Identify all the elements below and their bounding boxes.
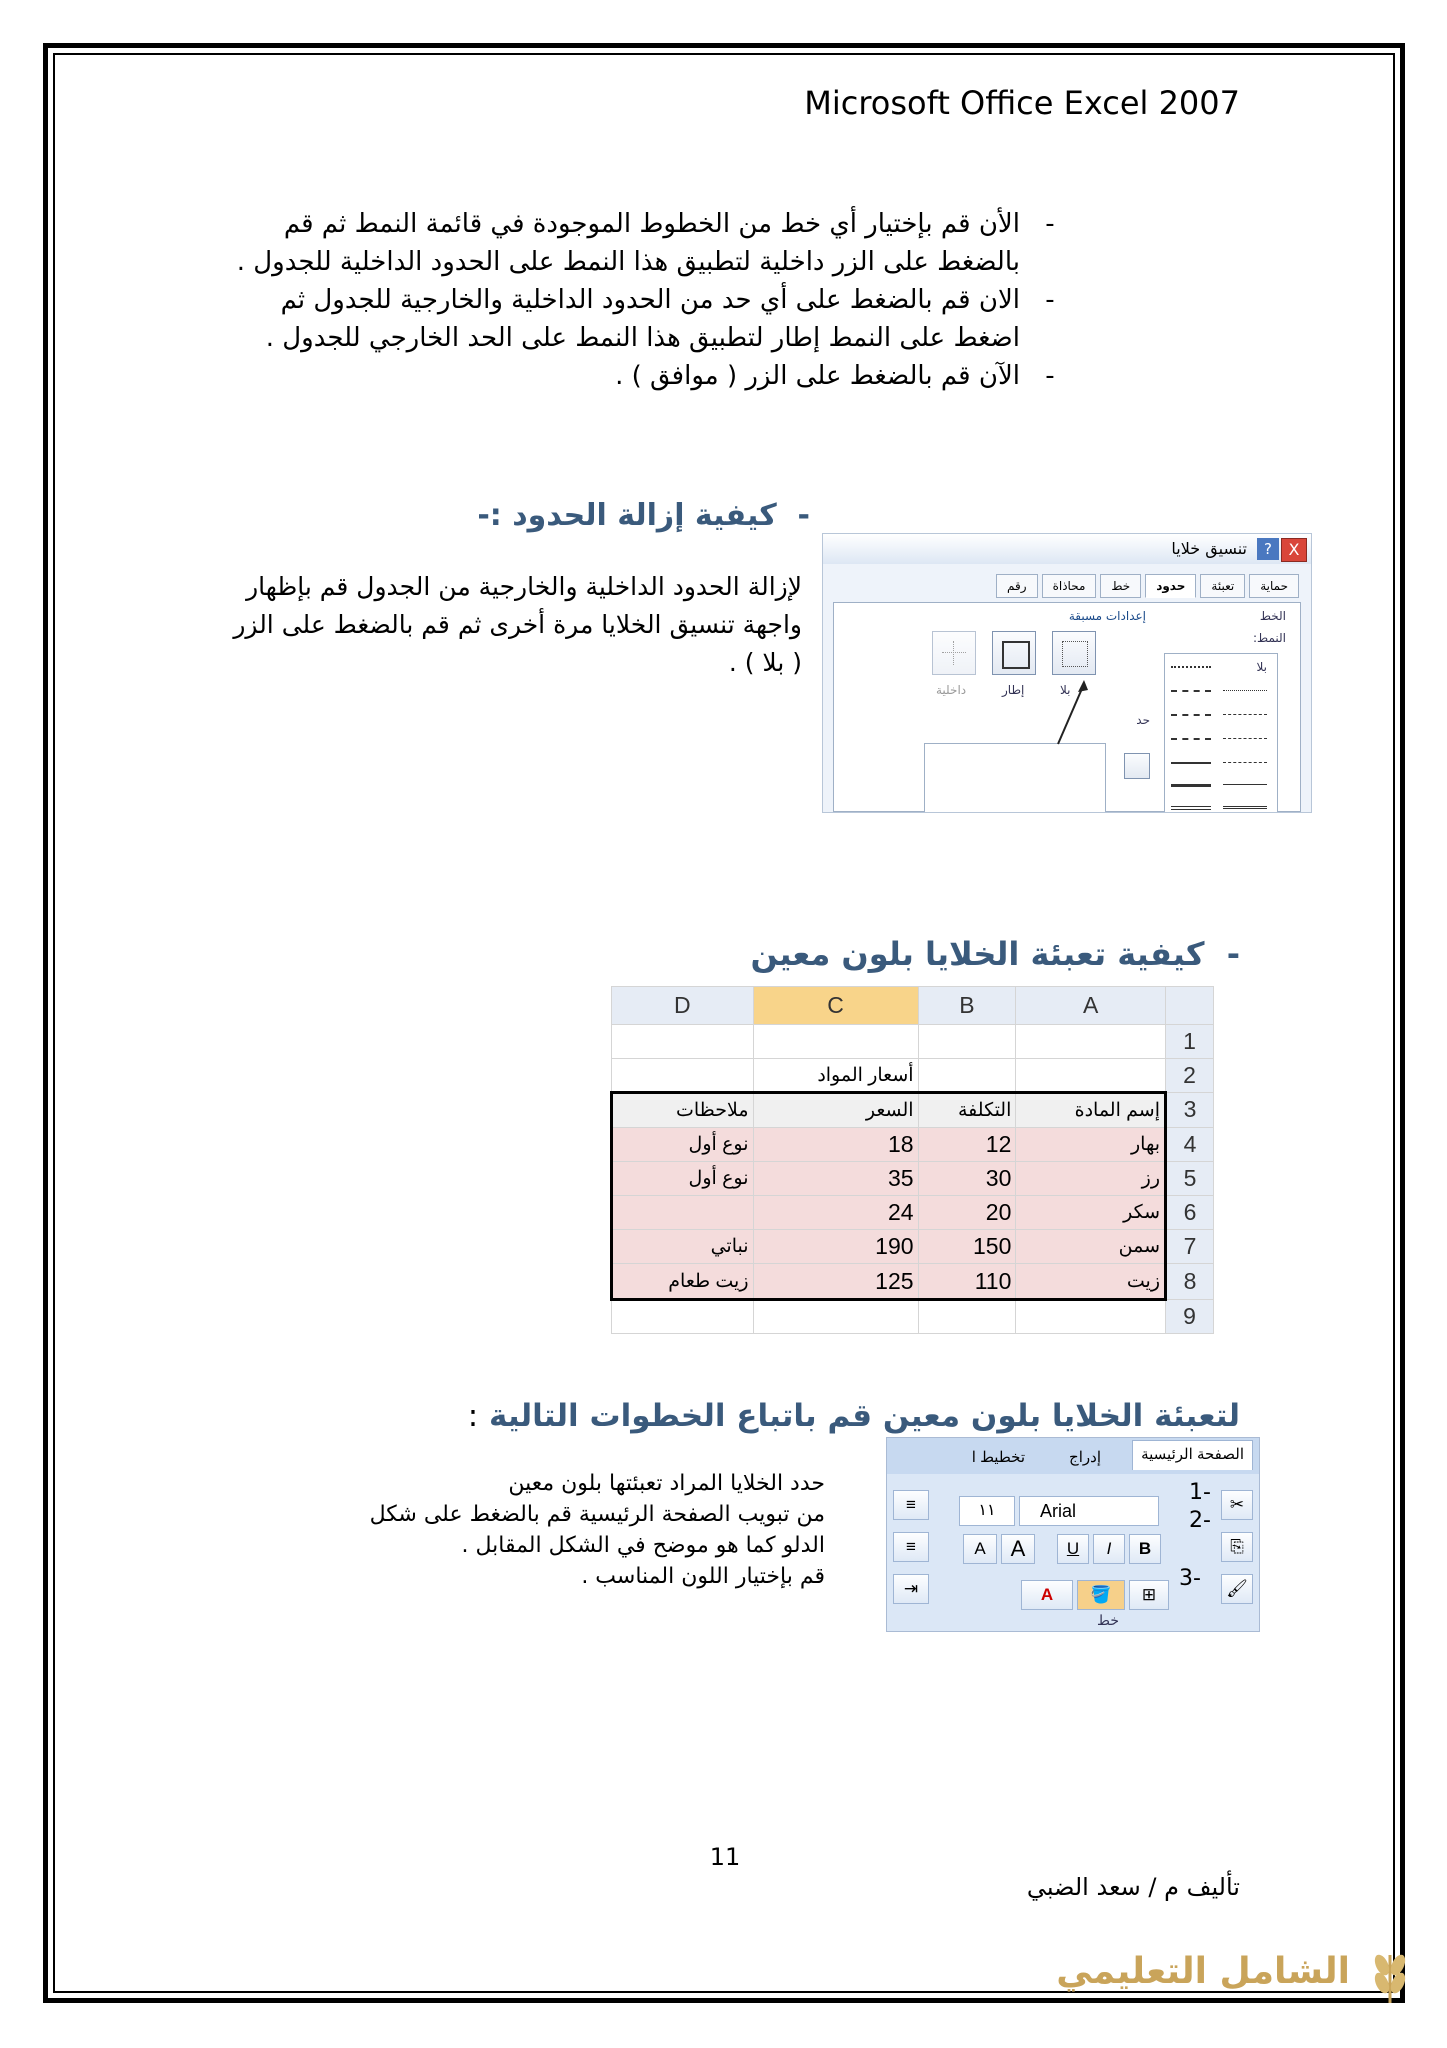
line-group-label: الخط [1259,609,1286,623]
font-group-label: خط [1097,1612,1119,1628]
dialog-title: تنسيق خلايا [1171,539,1247,558]
cell[interactable]: سكر [1016,1195,1166,1229]
list-item-text: الأن قم بإختيار أي خط من الخطوط الموجودة في قائمة النمط ثم قم بالضغط على الزر داخلية لتطبيق هذا النمط على الحدود الداخلية للجدول . [236,209,1020,277]
heading-text: كيفية تعبئة الخلايا بلون معين [750,935,1205,973]
row-header[interactable]: 1 [1166,1025,1214,1059]
cell[interactable]: إسم المادة [1016,1093,1166,1127]
cell[interactable] [918,1059,1016,1093]
fill-cells-heading [640,935,1240,973]
cell[interactable] [753,1025,918,1059]
line-style[interactable] [1171,738,1211,740]
cell[interactable]: زيت [1016,1264,1166,1299]
cell[interactable]: ملاحظات [612,1093,754,1127]
list-item-text: الان قم بالضغط على أي حد من الحدود الداخلية والخارجية للجدول ثم اضغط على النمط إطار لتطبيق هذا النمط على الحد الخارجي للجدول . [265,285,1020,353]
shrink-font-button[interactable]: A [1001,1534,1035,1564]
remove-borders-heading [300,498,810,533]
cell[interactable] [918,1299,1016,1333]
border-preview[interactable] [924,743,1106,813]
preset-inside-button[interactable] [932,631,976,675]
cell[interactable]: زيت طعام [612,1264,754,1299]
heading-marker: - [797,498,810,533]
cell[interactable]: 150 [918,1230,1016,1264]
copy-icon[interactable]: ⎘ [1221,1532,1253,1562]
heading-text: لتعبئة الخلايا بلون معين قم باتباع الخطوات التالية [489,1398,1240,1434]
publisher-logo [1040,1945,1430,2005]
font-size-select[interactable]: ١١ [959,1496,1015,1526]
border-button[interactable] [1124,753,1150,779]
cell[interactable]: 18 [753,1127,918,1161]
close-button[interactable]: X [1281,538,1307,562]
tab-border[interactable]: حدود [1145,574,1196,598]
cell[interactable]: 125 [753,1264,918,1299]
font-family-select[interactable]: Arial [1019,1496,1159,1526]
cell[interactable]: نوع أول [612,1161,754,1195]
outline-icon [1002,641,1030,669]
remove-borders-text: لإزالة الحدود الداخلية والخارجية من الجدول قم بإظهار واجهة تنسيق الخلايا مرة أخرى ثم قم بالضغط على الزر ( بلا ) . [233,572,802,677]
preset-outline-label: إطار [1002,683,1025,697]
cell[interactable]: 24 [753,1195,918,1229]
row-header[interactable]: 8 [1166,1264,1214,1299]
row-header[interactable]: 2 [1166,1059,1214,1093]
cell[interactable] [918,1025,1016,1059]
row-header[interactable]: 5 [1166,1161,1214,1195]
cell[interactable]: 190 [753,1230,918,1264]
cell[interactable]: 35 [753,1161,918,1195]
column-header-b[interactable]: B [918,987,1016,1025]
line-style[interactable] [1171,714,1211,716]
column-header-a[interactable]: A [1016,987,1166,1025]
line-style[interactable] [1223,690,1267,691]
spreadsheet [610,986,1214,1334]
step-line: من تبويب الصفحة الرئيسية قم بالضغط على شكل [369,1502,825,1527]
preset-none-button[interactable] [1052,631,1096,675]
step-number: 1- [1189,1480,1211,1505]
line-style-none: بلا [1256,660,1267,674]
line-style[interactable] [1171,784,1211,787]
borders-button[interactable]: ⊞ [1129,1580,1169,1610]
format-cells-dialog [822,533,1312,813]
line-style[interactable] [1171,666,1211,668]
page-header: Microsoft Office Excel 2007 [804,84,1240,122]
tab-insert[interactable]: إدراج [1069,1449,1101,1466]
step-line: حدد الخلايا المراد تعبئتها بلون معين [508,1471,825,1496]
line-style[interactable] [1223,762,1267,763]
row-header[interactable]: 3 [1166,1093,1214,1127]
underline-button[interactable]: U [1057,1534,1089,1564]
dialog-body [833,602,1301,812]
presets-label: إعدادات مسبقة [1068,609,1146,623]
logo-text: الشامل التعليمي [1056,1951,1350,1992]
heading-colon: : [467,1398,479,1434]
preset-none-label: بلا [1060,683,1071,697]
cell[interactable] [1016,1299,1166,1333]
step-line: قم بإختيار اللون المناسب . [581,1564,825,1589]
line-style-list[interactable] [1164,653,1278,813]
dialog-tabs [996,574,1299,598]
align-icon[interactable]: ≡ [893,1532,929,1562]
cell[interactable] [612,1025,754,1059]
page-number: 11 [709,1843,741,1871]
line-style[interactable] [1223,806,1267,809]
cell[interactable] [1016,1059,1166,1093]
tab-number[interactable]: رقم [996,574,1038,598]
bold-button[interactable]: B [1129,1534,1161,1564]
preset-outline-button[interactable] [992,631,1036,675]
wheat-icon [1360,1945,1420,2005]
cell[interactable]: أسعار المواد [753,1059,918,1093]
tab-protection[interactable]: حماية [1249,574,1299,598]
author-credit: تأليف م / سعد الضبي [1026,1873,1240,1901]
cell[interactable] [612,1059,754,1093]
cell[interactable] [612,1195,754,1229]
format-painter-icon[interactable]: 🖌 [1221,1574,1253,1604]
line-style[interactable] [1171,762,1211,764]
preset-inside-label: داخلية [936,683,967,697]
cell[interactable] [612,1299,754,1333]
step-number: 3- [1179,1566,1201,1591]
sheet-grid [610,986,1214,1334]
select-all-corner[interactable] [1166,987,1214,1025]
list-item [200,357,1080,395]
heading-text: كيفية إزالة الحدود :- [477,498,777,533]
grow-font-button[interactable]: A [963,1534,997,1564]
cell[interactable]: رز [1016,1161,1166,1195]
line-style[interactable] [1171,690,1211,692]
style-label: النمط: [1253,631,1286,645]
cell[interactable]: نباتي [612,1230,754,1264]
tab-font[interactable]: خط [1100,574,1141,598]
tab-fill[interactable]: تعبئة [1200,574,1245,598]
cell[interactable]: نوع أول [612,1127,754,1161]
cell[interactable]: سمن [1016,1230,1166,1264]
arrow-icon [1054,678,1094,748]
line-style[interactable] [1223,714,1267,715]
font-color-button[interactable]: A [1021,1580,1073,1610]
indent-icon[interactable]: ⇥ [893,1574,929,1604]
steps-text [250,1468,825,1592]
paint-bucket-icon: 🪣 [1090,1585,1112,1604]
column-header-d[interactable]: D [612,987,754,1025]
list-item [200,281,1080,357]
excel-ribbon [886,1437,1260,1632]
step-line: الدلو كما هو موضح في الشكل المقابل . [461,1533,825,1558]
steps-heading [380,1398,1240,1434]
cell[interactable]: التكلفة [918,1093,1016,1127]
cell[interactable]: 12 [918,1127,1016,1161]
row-header[interactable]: 9 [1166,1299,1214,1333]
bullet-marker: - [1045,209,1055,239]
tab-page-layout[interactable]: تخطيط ا [971,1449,1025,1466]
heading-marker: - [1226,935,1240,973]
inside-icon [942,652,966,653]
ribbon-tabs [887,1438,1259,1474]
bullet-marker: - [1045,285,1055,315]
cell[interactable] [1016,1025,1166,1059]
list-item [200,205,1080,281]
row-header[interactable]: 4 [1166,1127,1214,1161]
fill-color-button[interactable] [1077,1580,1125,1610]
tab-alignment[interactable]: محاذاة [1042,574,1097,598]
border-label: حد [1136,713,1150,727]
step-number: 2- [1189,1508,1211,1533]
tab-home[interactable]: الصفحة الرئيسية [1132,1440,1253,1470]
cut-icon[interactable]: ✂ [1221,1490,1253,1520]
cell[interactable] [753,1299,918,1333]
cell[interactable]: 110 [918,1264,1016,1299]
list-item-text: الآن قم بالضغط على الزر ( موافق ) . [615,361,1020,391]
instruction-list [200,205,1080,395]
line-style[interactable] [1223,738,1267,739]
line-style[interactable] [1223,784,1267,785]
align-icon[interactable]: ≡ [893,1490,929,1520]
row-header[interactable]: 7 [1166,1230,1214,1264]
grid-icon [1062,641,1088,667]
row-header[interactable]: 6 [1166,1195,1214,1229]
italic-button[interactable]: I [1093,1534,1125,1564]
cell[interactable]: السعر [753,1093,918,1127]
dialog-titlebar [823,534,1311,564]
column-header-c[interactable]: C [753,987,918,1025]
cell[interactable]: بهار [1016,1127,1166,1161]
cell[interactable]: 20 [918,1195,1016,1229]
line-style[interactable] [1171,806,1211,810]
cell[interactable]: 30 [918,1161,1016,1195]
help-button[interactable]: ? [1257,538,1279,560]
bullet-marker: - [1045,361,1055,391]
